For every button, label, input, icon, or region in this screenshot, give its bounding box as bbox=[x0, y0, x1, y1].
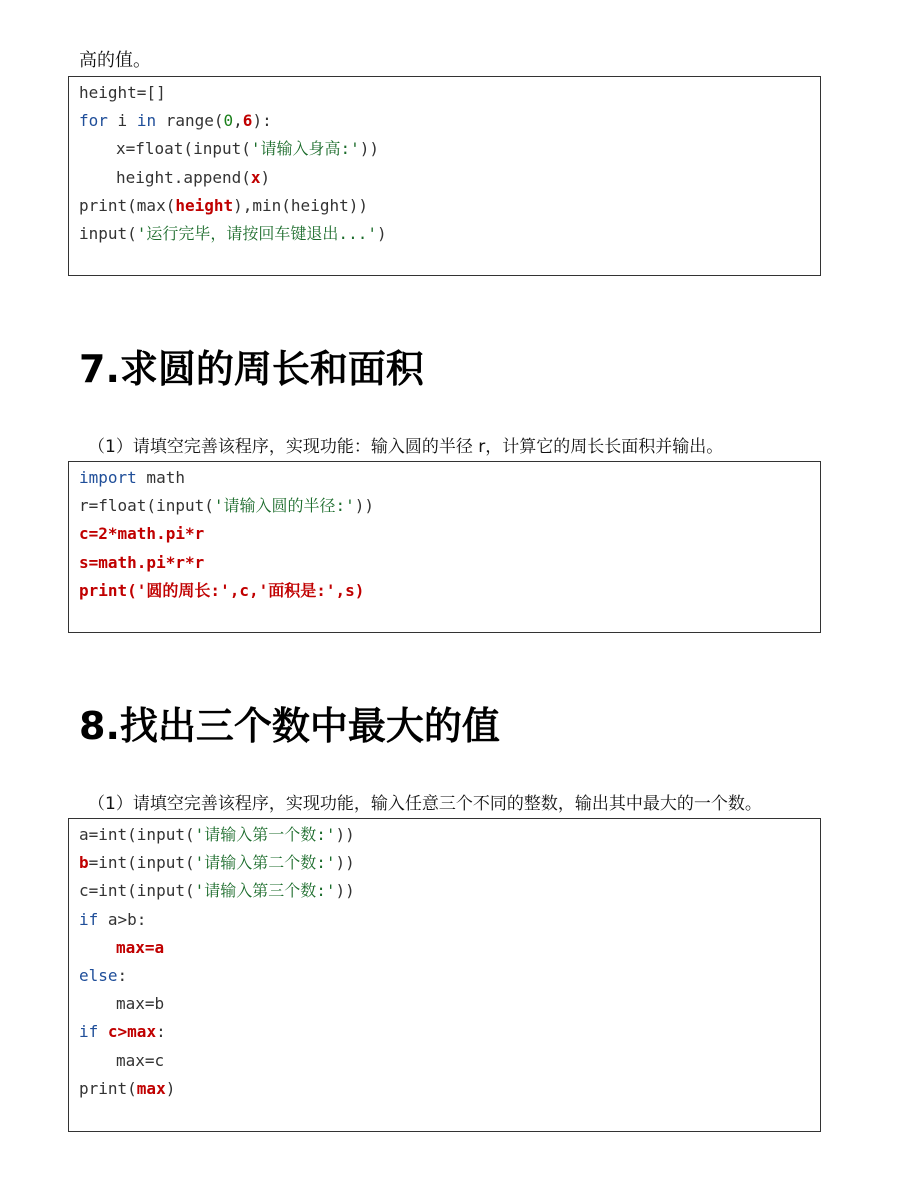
code-line bbox=[79, 1075, 820, 1103]
code-text: ): bbox=[252, 111, 272, 131]
section-8-prompt: （1）请填空完善该程序，实现功能，输入任意三个不同的整数，输出其中最大的一个数。 bbox=[88, 794, 762, 814]
code-line bbox=[79, 821, 820, 849]
code-text: r=float(input( bbox=[79, 496, 214, 516]
code-block-height bbox=[68, 76, 821, 276]
code-text: max=b bbox=[116, 994, 165, 1014]
code-line bbox=[79, 1047, 820, 1075]
section-7-prompt: （1）请填空完善该程序，实现功能：输入圆的半径 r，计算它的周长长面积并输出。 bbox=[88, 437, 724, 457]
code-text: i bbox=[107, 111, 137, 131]
code-text: print( bbox=[79, 1078, 137, 1098]
highlighted-blank: 6 bbox=[242, 111, 253, 131]
keyword-if: if bbox=[79, 1022, 99, 1042]
code-text: : bbox=[156, 1022, 166, 1042]
code-line bbox=[79, 79, 820, 107]
code-line bbox=[79, 492, 820, 520]
code-line bbox=[79, 520, 820, 548]
code-text: math bbox=[136, 468, 185, 487]
code-line bbox=[79, 990, 820, 1018]
code-line bbox=[79, 192, 820, 220]
code-text: range bbox=[156, 111, 214, 131]
section-heading-8: 8.找出三个数中最大的值 bbox=[79, 704, 500, 748]
code-line bbox=[79, 577, 820, 605]
highlighted-blank: b bbox=[79, 853, 89, 873]
code-text: ) bbox=[376, 223, 387, 243]
code-text: )) bbox=[359, 139, 380, 159]
code-text: input( bbox=[79, 223, 137, 243]
code-line bbox=[79, 849, 820, 877]
code-text: ( bbox=[213, 111, 224, 131]
keyword-else: else bbox=[79, 965, 118, 985]
highlighted-blank: print('圆的周长:',c,'面积是:',s) bbox=[79, 580, 365, 600]
string-literal: '请输入第一个数:' bbox=[194, 825, 336, 844]
highlighted-blank: max=a bbox=[116, 937, 165, 957]
string-literal: '请输入身高:' bbox=[250, 139, 360, 159]
string-literal: '请输入第二个数:' bbox=[194, 853, 336, 873]
keyword-import: import bbox=[79, 468, 137, 487]
highlighted-blank: height bbox=[175, 195, 234, 215]
code-line bbox=[79, 934, 820, 962]
section-heading-7: 7.求圆的周长和面积 bbox=[79, 347, 424, 391]
highlighted-blank: x bbox=[250, 167, 261, 187]
string-literal: '运行完毕，请按回车键退出...' bbox=[136, 223, 377, 243]
code-line bbox=[79, 164, 820, 192]
code-text: : bbox=[117, 965, 128, 985]
keyword-for: for bbox=[79, 111, 108, 131]
code-line bbox=[79, 107, 820, 135]
code-text: , bbox=[233, 111, 243, 131]
code-text: print(max( bbox=[79, 195, 176, 215]
code-line bbox=[79, 1018, 820, 1046]
code-text: )) bbox=[335, 825, 355, 844]
code-line bbox=[79, 962, 820, 990]
code-text: =int(input( bbox=[88, 853, 195, 873]
code-text: )) bbox=[354, 496, 375, 516]
code-text: a>b: bbox=[98, 909, 147, 929]
code-text bbox=[98, 1022, 108, 1041]
code-text: height.append( bbox=[116, 167, 251, 187]
code-block-max bbox=[68, 818, 821, 1132]
code-line bbox=[79, 549, 820, 577]
code-line bbox=[79, 135, 820, 163]
highlighted-blank: c=2*math.pi*r bbox=[79, 524, 205, 544]
code-line bbox=[79, 220, 820, 248]
code-text: )) bbox=[335, 853, 355, 873]
code-line bbox=[79, 906, 820, 934]
code-text: max=c bbox=[116, 1050, 165, 1070]
code-text: c=int(input( bbox=[79, 881, 195, 901]
code-text: height=[] bbox=[79, 83, 166, 102]
code-text: a=int(input( bbox=[79, 825, 195, 844]
keyword-if: if bbox=[79, 909, 99, 929]
string-literal: '请输入第三个数:' bbox=[194, 881, 336, 901]
code-block-circle bbox=[68, 461, 821, 633]
highlighted-blank: max bbox=[136, 1078, 166, 1098]
highlighted-blank: s=math.pi*r*r bbox=[79, 552, 205, 572]
keyword-in: in bbox=[136, 111, 157, 131]
code-line bbox=[79, 877, 820, 905]
code-text: )) bbox=[335, 881, 355, 901]
string-literal: '请输入圆的半径:' bbox=[213, 496, 355, 516]
highlighted-blank: c>max bbox=[107, 1022, 157, 1042]
intro-text-tail: 高的值。 bbox=[79, 50, 151, 71]
code-text: x=float(input( bbox=[116, 139, 251, 159]
code-text: ) bbox=[165, 1078, 176, 1098]
code-text: ),min(height)) bbox=[233, 195, 368, 215]
code-line bbox=[79, 464, 820, 492]
code-text: ) bbox=[260, 167, 271, 187]
number-literal: 0 bbox=[223, 111, 234, 131]
